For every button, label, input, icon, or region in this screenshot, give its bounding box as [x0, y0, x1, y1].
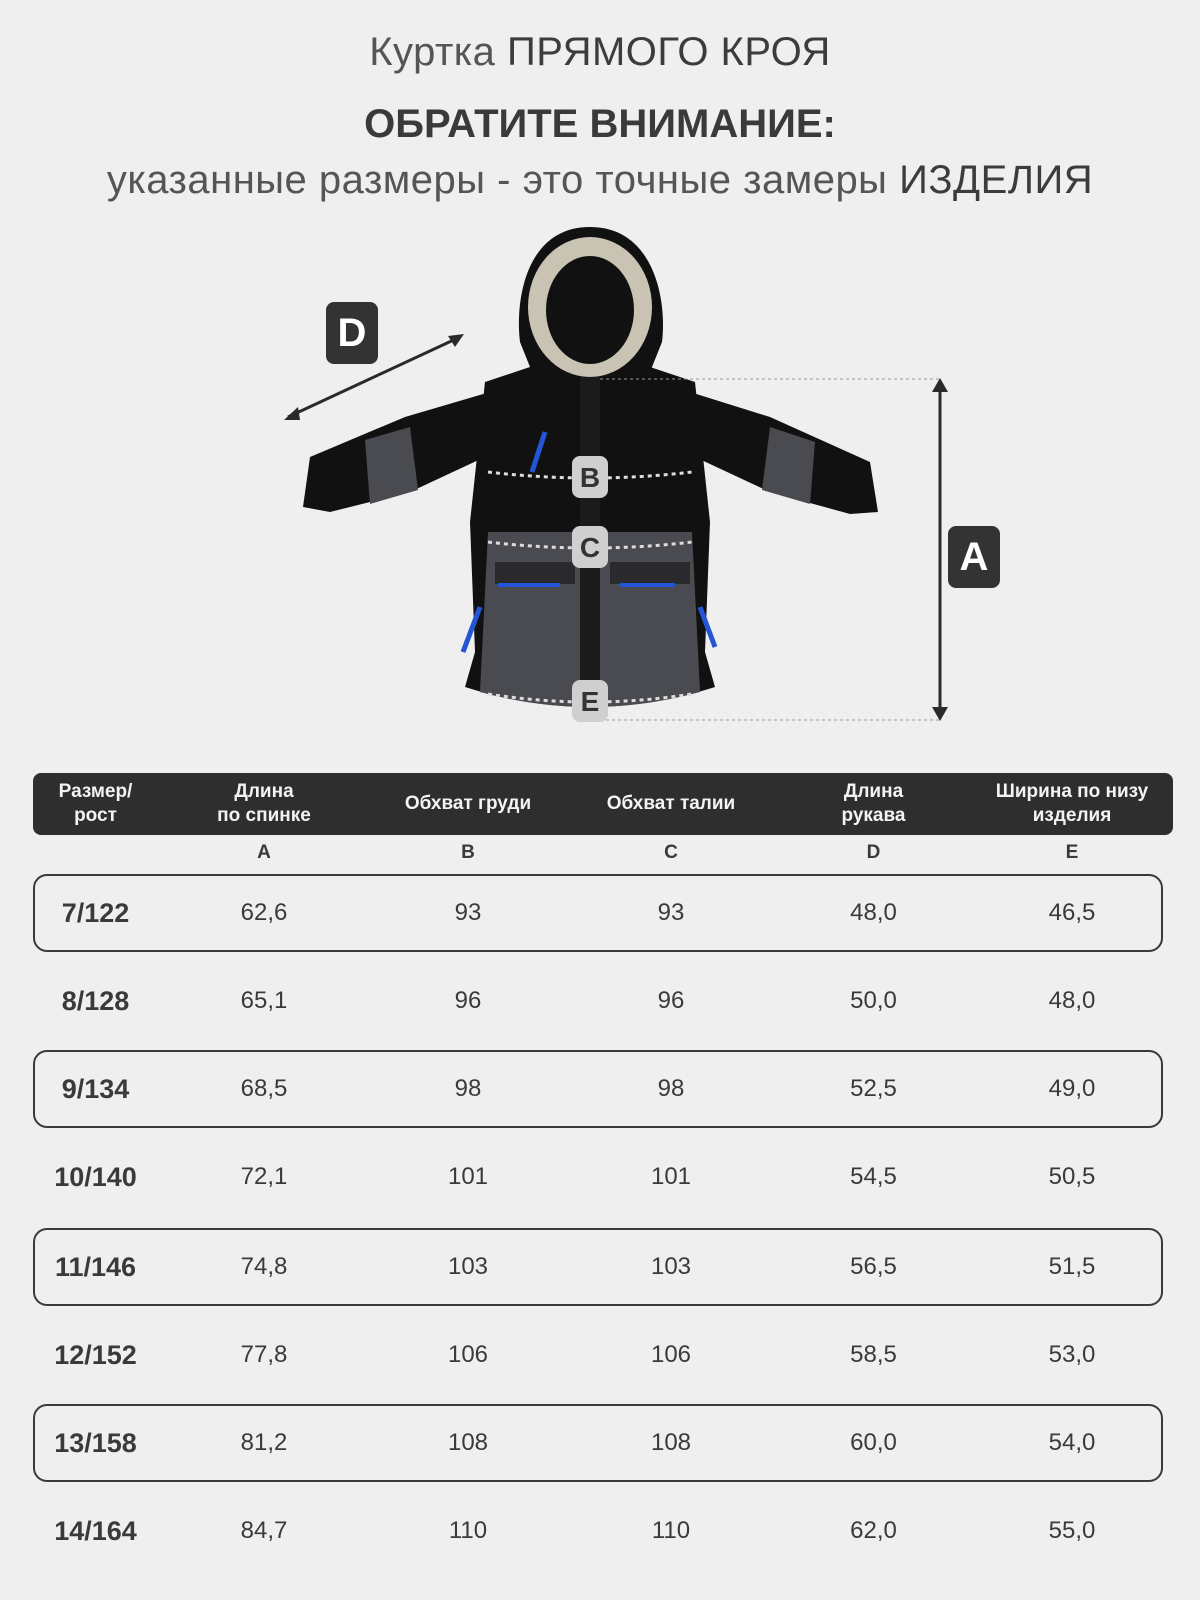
col-length-header: Длина по спинке	[217, 781, 311, 826]
cell-waist: 96	[657, 987, 685, 1014]
left-sleeve-panel	[365, 427, 418, 504]
table-row	[33, 874, 1163, 952]
letter-a: A	[257, 842, 271, 863]
cell-hem: 48,0	[1048, 987, 1096, 1014]
cell-hem: 51,5	[1048, 1253, 1096, 1280]
badge-d-label: D	[337, 311, 367, 355]
title-light: Куртка	[369, 30, 496, 74]
cell-length: 74,8	[240, 1253, 288, 1280]
jacket-diagram	[270, 222, 1050, 742]
title-line-1	[0, 30, 1200, 75]
badge-a	[948, 526, 1000, 588]
letter-d: D	[866, 842, 881, 863]
badge-e	[572, 680, 608, 722]
cell-sleeve: 52,5	[850, 1075, 897, 1102]
cell-chest: 108	[447, 1429, 489, 1456]
cell-sleeve: 58,5	[850, 1341, 897, 1368]
table-row	[33, 1404, 1163, 1482]
cell-waist: 103	[650, 1253, 692, 1280]
table-row	[33, 1050, 1163, 1128]
cell-length: 72,1	[240, 1163, 288, 1190]
letter-e: E	[1065, 842, 1079, 863]
notice-text	[0, 158, 1200, 203]
table-row	[33, 1138, 1163, 1216]
cell-length: 81,2	[240, 1429, 288, 1456]
cell-chest: 98	[454, 1075, 482, 1102]
cell-hem: 49,0	[1048, 1075, 1096, 1102]
table-header	[33, 773, 1173, 835]
badge-b-label: B	[579, 462, 601, 493]
table-row	[33, 962, 1163, 1040]
badge-d	[326, 302, 378, 364]
col-size-header: Размер/ рост	[58, 781, 133, 826]
column-letters	[33, 842, 1173, 868]
cell-length: 68,5	[240, 1075, 288, 1102]
badge-a-label: A	[959, 535, 989, 579]
badge-e-label: E	[580, 686, 600, 717]
cell-chest: 93	[454, 899, 482, 926]
letter-b: B	[461, 842, 475, 863]
badge-c-label: C	[579, 532, 601, 563]
cell-hem: 54,0	[1048, 1429, 1096, 1456]
cell-chest: 103	[447, 1253, 489, 1280]
cell-waist: 108	[650, 1429, 692, 1456]
badge-c	[572, 526, 608, 568]
cell-sleeve: 48,0	[850, 899, 897, 926]
title-bold: ПРЯМОГО КРОЯ	[507, 30, 831, 74]
cell-chest: 96	[454, 987, 482, 1014]
cell-waist: 106	[650, 1341, 692, 1368]
badge-b	[572, 456, 608, 498]
col-waist-header: Обхват талии	[606, 793, 736, 814]
face-opening	[546, 256, 634, 364]
cell-hem: 53,0	[1048, 1341, 1096, 1368]
table-row	[33, 1228, 1163, 1306]
letter-c: C	[664, 842, 678, 863]
cell-chest: 101	[447, 1163, 489, 1190]
cell-hem: 46,5	[1048, 899, 1096, 926]
cell-size: 12/152	[54, 1339, 137, 1370]
cell-size: 9/134	[61, 1073, 130, 1104]
cell-size: 10/140	[54, 1161, 137, 1192]
cell-sleeve: 62,0	[850, 1517, 897, 1544]
cell-waist: 101	[650, 1163, 692, 1190]
cell-waist: 93	[657, 899, 685, 926]
col-hem-header: Ширина по низу изделия	[995, 781, 1149, 826]
cell-size: 14/164	[54, 1515, 137, 1546]
cell-length: 84,7	[240, 1517, 288, 1544]
cell-chest: 106	[447, 1341, 489, 1368]
notice-heading: ОБРАТИТЕ ВНИМАНИЕ:	[364, 102, 836, 146]
table-row	[33, 1316, 1163, 1394]
cell-waist: 110	[651, 1517, 691, 1544]
cell-length: 65,1	[240, 987, 288, 1014]
cell-chest: 110	[448, 1517, 488, 1544]
cell-sleeve: 60,0	[850, 1429, 897, 1456]
cell-length: 62,6	[240, 899, 288, 926]
cell-size: 7/122	[61, 897, 130, 928]
left-pocket	[495, 562, 575, 584]
cell-sleeve: 56,5	[850, 1253, 897, 1280]
col-sleeve-header: Длина рукава	[841, 781, 906, 826]
cell-hem: 55,0	[1048, 1517, 1096, 1544]
right-pocket	[610, 562, 690, 584]
cell-size: 11/146	[54, 1251, 137, 1282]
cell-sleeve: 50,0	[850, 987, 897, 1014]
cell-sleeve: 54,5	[850, 1163, 897, 1190]
table-row	[33, 1492, 1163, 1570]
cell-hem: 50,5	[1048, 1163, 1096, 1190]
notice-text-light: указанные размеры - это точные замеры	[106, 158, 888, 202]
cell-size: 13/158	[54, 1427, 137, 1458]
cell-size: 8/128	[61, 985, 130, 1016]
cell-waist: 98	[657, 1075, 685, 1102]
cell-length: 77,8	[240, 1341, 288, 1368]
col-chest-header: Обхват груди	[404, 793, 532, 814]
notice-text-bold: ИЗДЕЛИЯ	[899, 158, 1094, 202]
